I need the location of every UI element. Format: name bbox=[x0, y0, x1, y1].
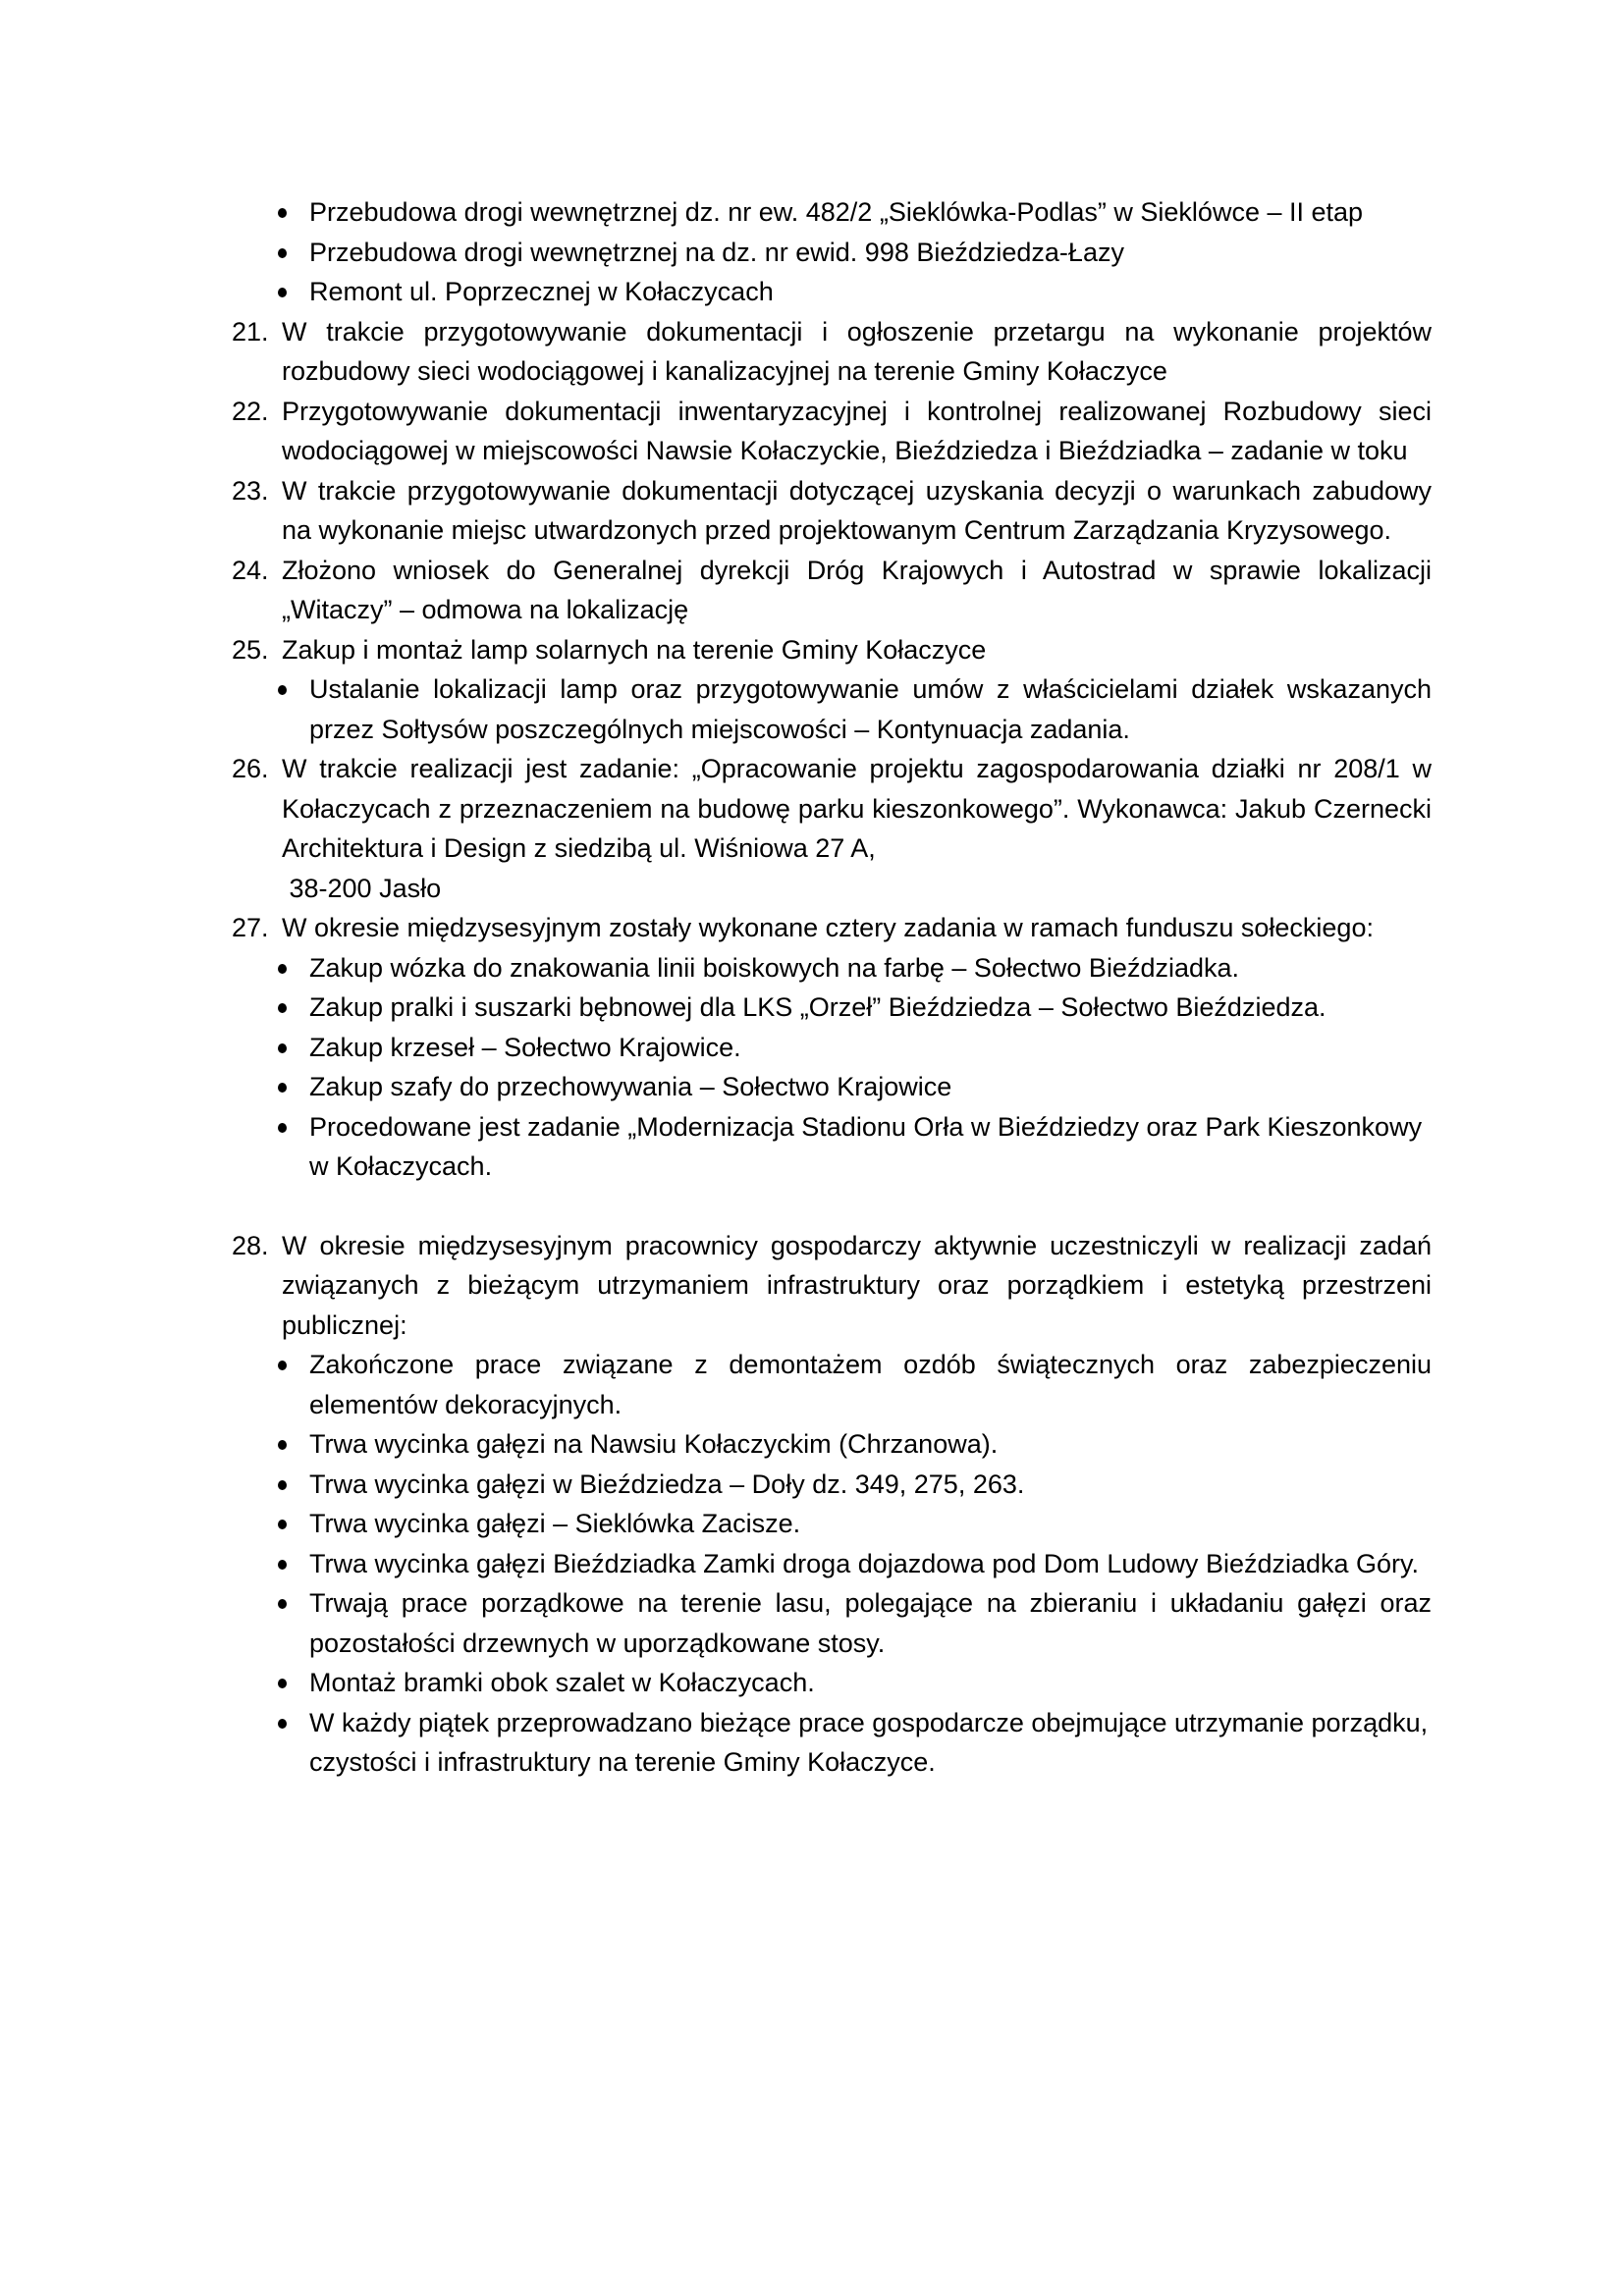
list-item bbox=[232, 1703, 1432, 1783]
bullet-text: Trwa wycinka gałęzi – Sieklówka Zacisze. bbox=[309, 1509, 801, 1538]
bullet-text: Procedowane jest zadanie „Modernizacja Stadionu Orła w Bieździedzy oraz Park Kieszonkowy w Kołaczycach. bbox=[309, 1111, 1423, 1181]
item-number: 22. bbox=[232, 396, 269, 426]
item-25-bullets bbox=[232, 669, 1432, 749]
bullet-icon bbox=[278, 964, 287, 974]
item-number: 25. bbox=[232, 634, 269, 665]
bullet-text: Zakończone prace związane z demontażem ozdób świątecznych oraz zabezpieczeniu elementów dekoracyjnych. bbox=[309, 1350, 1432, 1419]
top-bullet-list bbox=[232, 192, 1432, 312]
bullet-icon bbox=[278, 1043, 287, 1053]
bullet-text: Montaż bramki obok szalet w Kołaczycach. bbox=[309, 1668, 815, 1697]
numbered-item-21 bbox=[232, 312, 1432, 392]
bullet-text: W każdy piątek przeprowadzano bieżące prace gospodarcze obejmujące utrzymanie porządku, czystości i infrastruktury na terenie Gminy Kołaczyce. bbox=[309, 1707, 1429, 1777]
bullet-text: Trwa wycinka gałęzi Bieździadka Zamki droga dojazdowa pod Dom Ludowy Bieździadka Góry. bbox=[309, 1548, 1420, 1578]
bullet-icon bbox=[278, 1520, 287, 1529]
bullet-icon bbox=[278, 1560, 287, 1570]
bullet-text: Zakup szafy do przechowywania – Sołectwo Krajowice bbox=[309, 1072, 952, 1101]
list-item bbox=[232, 1107, 1432, 1187]
bullet-icon bbox=[278, 1679, 287, 1688]
bullet-icon bbox=[278, 208, 287, 218]
list-item bbox=[232, 1345, 1432, 1424]
bullet-icon bbox=[278, 1083, 287, 1093]
bullet-text: Zakup wózka do znakowania linii boiskowych na farbę – Sołectwo Bieździadka. bbox=[309, 952, 1240, 983]
bullet-icon bbox=[278, 1599, 287, 1609]
bullet-icon bbox=[278, 1480, 287, 1490]
list-item bbox=[232, 1465, 1432, 1505]
bullet-text: Zakup pralki i suszarki bębnowej dla LKS „Orzeł” Bieździedza – Sołectwo Bieździedza. bbox=[309, 992, 1326, 1022]
item-27-bullets bbox=[232, 948, 1432, 1187]
item-number: 26. bbox=[232, 754, 269, 783]
bullet-icon bbox=[278, 248, 287, 258]
numbered-item-26 bbox=[232, 749, 1432, 908]
item-text: W trakcie przygotowywanie dokumentacji i ogłoszenie przetargu na wykonanie projektów rozbudowy sieci wodociągowej i kanalizacyjnej na terenie Gminy Kołaczyce bbox=[282, 316, 1432, 386]
numbered-item-27 bbox=[232, 908, 1432, 948]
bullet-icon bbox=[278, 1361, 287, 1370]
item-number: 23. bbox=[232, 475, 269, 506]
item-text: Przygotowywanie dokumentacji inwentaryzacyjnej i kontrolnej realizowanej Rozbudowy sieci wodociągowej w miejscowości Nawsie Kołaczyckie, Bieździedza i Bieździadka – zadanie w toku bbox=[282, 396, 1432, 465]
item-number: 24. bbox=[232, 555, 269, 585]
numbered-item-23 bbox=[232, 471, 1432, 551]
bullet-text: Trwają prace porządkowe na terenie lasu, polegające na zbieraniu i układaniu gałęzi oraz pozostałości drzewnych w uporządkowane stosy. bbox=[309, 1588, 1432, 1658]
bullet-text: Przebudowa drogi wewnętrznej na dz. nr ewid. 998 Bieździedza-Łazy bbox=[309, 237, 1124, 267]
bullet-text: Remont ul. Poprzecznej w Kołaczycach bbox=[309, 277, 774, 306]
list-item bbox=[232, 192, 1432, 233]
bullet-text: Trwa wycinka gałęzi w Bieździedza – Doły dz. 349, 275, 263. bbox=[309, 1468, 1025, 1499]
document-page bbox=[232, 192, 1432, 1783]
item-text: Zakup i montaż lamp solarnych na terenie Gminy Kołaczyce bbox=[282, 634, 987, 665]
numbered-item-25 bbox=[232, 630, 1432, 670]
numbered-item-28 bbox=[232, 1226, 1432, 1346]
list-item bbox=[232, 669, 1432, 749]
item-number: 21. bbox=[232, 316, 269, 347]
item-text: W okresie międzysesyjnym zostały wykonane cztery zadania w ramach funduszu sołeckiego: bbox=[282, 913, 1374, 942]
bullet-text: Zakup krzeseł – Sołectwo Krajowice. bbox=[309, 1032, 741, 1062]
bullet-icon bbox=[278, 1123, 287, 1133]
item-text-tail: 38-200 Jasło bbox=[282, 873, 442, 903]
bullet-text: Przebudowa drogi wewnętrznej dz. nr ew. 482/2 „Sieklówka-Podlas” w Sieklówce – II etap bbox=[309, 197, 1364, 227]
numbered-item-22 bbox=[232, 392, 1432, 471]
numbered-item-24 bbox=[232, 551, 1432, 630]
bullet-icon bbox=[278, 1719, 287, 1729]
list-item bbox=[232, 1583, 1432, 1663]
list-item bbox=[232, 1424, 1432, 1465]
item-text: Złożono wniosek do Generalnej dyrekcji Dróg Krajowych i Autostrad w sprawie lokalizacji „Witaczy” – odmowa na lokalizację bbox=[282, 555, 1432, 624]
item-text: W trakcie przygotowywanie dokumentacji dotyczącej uzyskania decyzji o warunkach zabudowy na wykonanie miejsc utwardzonych przed projektowanym Centrum Zarządzania Kryzysowego. bbox=[282, 475, 1432, 545]
item-text: W trakcie realizacji jest zadanie: „Opracowanie projektu zagospodarowania działki nr 208/1 w Kołaczycach z przeznaczeniem na budowę parku kieszonkowego”. Wykonawca: Jakub Czernecki Architektura i Design z siedzibą ul. Wiśniowa 27 A, bbox=[282, 754, 1432, 863]
list-item bbox=[232, 988, 1432, 1028]
list-item bbox=[232, 1544, 1432, 1584]
bullet-text: Trwa wycinka gałęzi na Nawsiu Kołaczyckim (Chrzanowa). bbox=[309, 1429, 999, 1459]
bullet-icon bbox=[278, 685, 287, 695]
item-28-bullets bbox=[232, 1345, 1432, 1783]
item-text: W okresie międzysesyjnym pracownicy gospodarczy aktywnie uczestniczyli w realizacji zadań związanych z bieżącym utrzymaniem infrastruktury oraz porządkiem i estetyką przestrzeni publicznej: bbox=[282, 1230, 1432, 1340]
paragraph-gap bbox=[232, 1187, 1432, 1226]
list-item bbox=[232, 272, 1432, 312]
item-number: 28. bbox=[232, 1230, 269, 1260]
list-item bbox=[232, 1067, 1432, 1107]
list-item bbox=[232, 948, 1432, 988]
bullet-icon bbox=[278, 1440, 287, 1450]
list-item bbox=[232, 233, 1432, 273]
list-item bbox=[232, 1663, 1432, 1703]
bullet-icon bbox=[278, 1003, 287, 1013]
item-number: 27. bbox=[232, 913, 269, 942]
list-item bbox=[232, 1028, 1432, 1068]
bullet-text: Ustalanie lokalizacji lamp oraz przygotowywanie umów z właścicielami działek wskazanych przez Sołtysów poszczególnych miejscowości – Kontynuacja zadania. bbox=[309, 674, 1432, 744]
bullet-icon bbox=[278, 288, 287, 297]
list-item bbox=[232, 1504, 1432, 1544]
